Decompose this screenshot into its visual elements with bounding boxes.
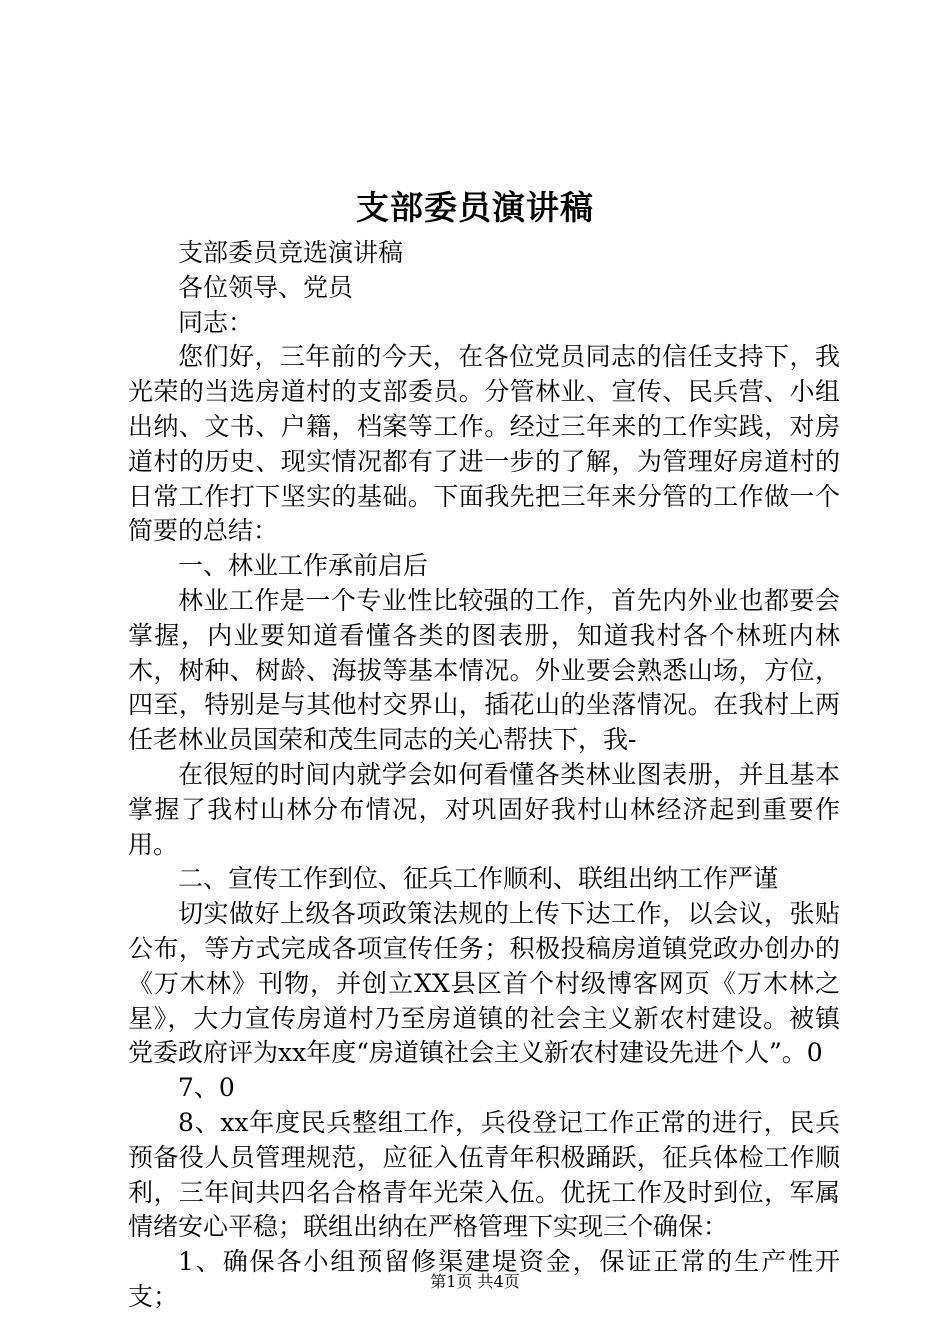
paragraph-forestry: 林业工作是一个专业性比较强的工作，首先内外业也都要会掌握，内业要知道看懂各类的图表册，知道我村各个林班内林木，树种、树龄、海拔等基本情况。外业要会熟悉山场，方位，四至，特别是与其他村交界山，插花山的坐落情况。在我村上两任老林业员国荣和茂生同志的关心帮扶下，我-: [128, 585, 840, 755]
paragraph-item-1: 1、确保各小组预留修渠建堤资金，保证正常的生产性开支；: [128, 1247, 840, 1311]
document-title: 支部委员演讲稿: [356, 188, 594, 227]
paragraph-publicity: 切实做好上级各项政策法规的上传下达工作，以会议，张贴公布，等方式完成各项宣传任务；积极投稿房道镇党政办创办的《万木林》刊物，并创立XX县区首个村级博客网页《万木林之星》，大力宣传房道村乃至房道镇的社会主义新农村建设。被镇党委政府评为xx年度“房道镇社会主义新农村建设先进个人”。0: [128, 899, 840, 1068]
section-heading-forestry: 一、林业工作承前启后: [178, 551, 429, 581]
paragraph-intro: 您们好，三年前的今天，在各位党员同志的信任支持下，我光荣的当选房道村的支部委员。分管林业、宣传、民兵营、小组出纳、文书、户籍，档案等工作。经过三年来的工作实践，对房道村的历史、现实情况都有了进一步的了解，为管理好房道村的日常工作打下坚实的基础。下面我先把三年来分管的工作做一个简要的总结：: [128, 342, 840, 546]
paragraph-speech-heading: 支部委员竞选演讲稿: [178, 238, 404, 267]
paragraph-salutation-2: 同志：: [178, 307, 254, 337]
document-body: [128, 236, 840, 1315]
paragraph-salutation-1: 各位领导、党员: [178, 272, 354, 302]
paragraph-item-8: 8、xx年度民兵整组工作，兵役登记工作正常的进行，民兵预备役人员管理规范，应征入伍青年积极踊跃，征兵体检工作顺利，三年间共四名合格青年光荣入伍。优抚工作及时到位，军属情绪安心平稳；联组出纳在严格管理下实现三个确保：: [128, 1107, 840, 1242]
page-footer: 第1页 共4页: [430, 1272, 520, 1291]
section-heading-publicity: 二、宣传工作到位、征兵工作顺利、联组出纳工作严谨: [178, 864, 779, 894]
paragraph-forestry-continued: 在很短的时间内就学会如何看懂各类林业图表册，并且基本掌握了我村山林分布情况，对巩固好我村山林经济起到重要作用。: [128, 759, 840, 859]
paragraph-item-7: 7、0: [178, 1073, 235, 1103]
